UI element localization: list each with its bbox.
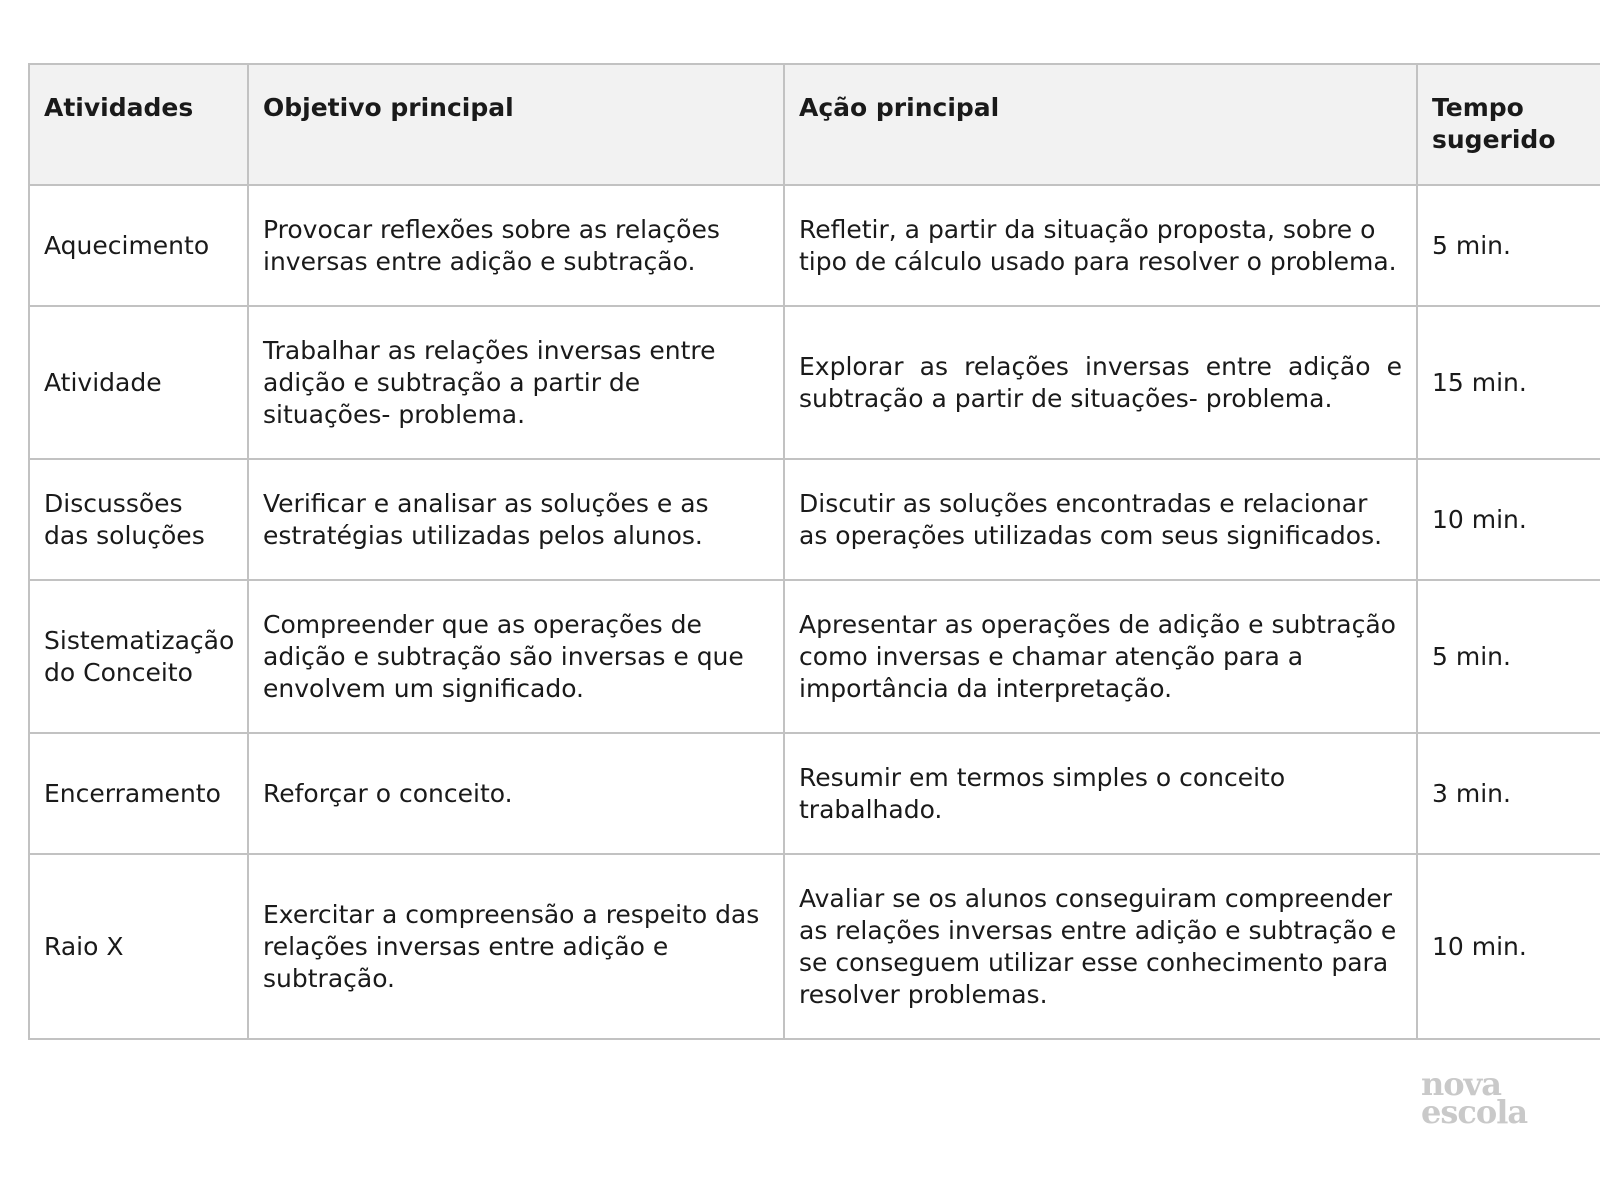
logo-line-escola: escola <box>1421 1093 1528 1131</box>
header-main-objective: Objetivo principal <box>248 64 784 185</box>
header-activities: Atividades <box>29 64 248 185</box>
table-row <box>29 733 1600 854</box>
table-header <box>29 64 1600 185</box>
action-cell: Refletir, a partir da situação proposta, sobre o tipo de cálculo usado para resolver o problema. <box>784 185 1417 306</box>
table-row <box>29 459 1600 580</box>
header-suggested-time: Tempo sugerido <box>1417 64 1600 185</box>
activity-cell: Atividade <box>29 306 248 459</box>
table-row <box>29 580 1600 733</box>
logo-line-nova: nova <box>1421 1065 1501 1103</box>
time-cell: 10 min. <box>1417 459 1600 580</box>
nova-escola-logo <box>1421 1065 1551 1131</box>
time-cell: 10 min. <box>1417 854 1600 1039</box>
action-cell: Avaliar se os alunos conseguiram compreender as relações inversas entre adição e subtração e se conseguem utilizar esse conhecimento para resolver problemas. <box>784 854 1417 1039</box>
table-row <box>29 854 1600 1039</box>
activity-cell: Raio X <box>29 854 248 1039</box>
activity-cell: Encerramento <box>29 733 248 854</box>
action-cell: Resumir em termos simples o conceito trabalhado. <box>784 733 1417 854</box>
objective-cell: Compreender que as operações de adição e subtração são inversas e que envolvem um significado. <box>248 580 784 733</box>
action-cell: Discutir as soluções encontradas e relacionar as operações utilizadas com seus significados. <box>784 459 1417 580</box>
time-cell: 3 min. <box>1417 733 1600 854</box>
activity-cell: Sistematização do Conceito <box>29 580 248 733</box>
lesson-plan-table <box>28 63 1600 1040</box>
objective-cell: Exercitar a compreensão a respeito das relações inversas entre adição e subtração. <box>248 854 784 1039</box>
objective-cell: Trabalhar as relações inversas entre adição e subtração a partir de situações- problema. <box>248 306 784 459</box>
time-cell: 15 min. <box>1417 306 1600 459</box>
objective-cell: Verificar e analisar as soluções e as estratégias utilizadas pelos alunos. <box>248 459 784 580</box>
table-row <box>29 185 1600 306</box>
objective-cell: Provocar reflexões sobre as relações inversas entre adição e subtração. <box>248 185 784 306</box>
objective-cell: Reforçar o conceito. <box>248 733 784 854</box>
table-body <box>29 185 1600 1039</box>
time-cell: 5 min. <box>1417 580 1600 733</box>
header-main-action: Ação principal <box>784 64 1417 185</box>
activity-cell: Discussões das soluções <box>29 459 248 580</box>
time-cell: 5 min. <box>1417 185 1600 306</box>
header-row <box>29 64 1600 185</box>
action-cell: Apresentar as operações de adição e subtração como inversas e chamar atenção para a importância da interpretação. <box>784 580 1417 733</box>
table-row <box>29 306 1600 459</box>
activity-cell: Aquecimento <box>29 185 248 306</box>
action-cell: Explorar as relações inversas entre adição e subtração a partir de situações- problema. <box>784 306 1417 459</box>
